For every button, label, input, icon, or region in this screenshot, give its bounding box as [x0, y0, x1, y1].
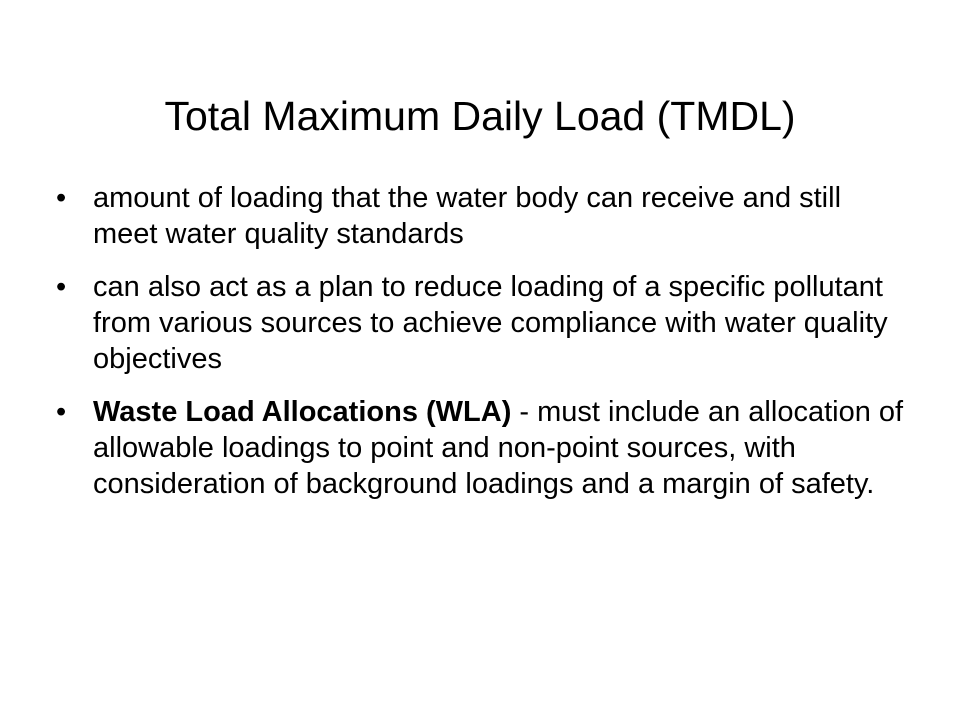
- bullet-item-waste-load-allocations: [56, 394, 906, 502]
- bullet-item-reduction-plan: [56, 269, 906, 377]
- bullet-dot-icon: •: [56, 396, 67, 428]
- bullet-list: [56, 180, 906, 519]
- bullet-text: can also act as a plan to reduce loading of a specific pollutant from various sources to achieve compliance with water quality objectives: [93, 271, 888, 375]
- bullet-lead-term: Waste Load Allocations (WLA): [93, 396, 512, 428]
- bullet-dot-icon: •: [56, 182, 67, 214]
- bullet-text: - must include an allocation of allowable loadings to point and non-point sources, with consideration of background loadings and a margin of safety.: [93, 396, 904, 500]
- bullet-text: amount of loading that the water body can receive and still meet water quality standards: [93, 182, 842, 250]
- slide-title: Total Maximum Daily Load (TMDL): [164, 93, 796, 139]
- bullet-dot-icon: •: [56, 271, 67, 303]
- bullet-item-loading-definition: [56, 180, 906, 252]
